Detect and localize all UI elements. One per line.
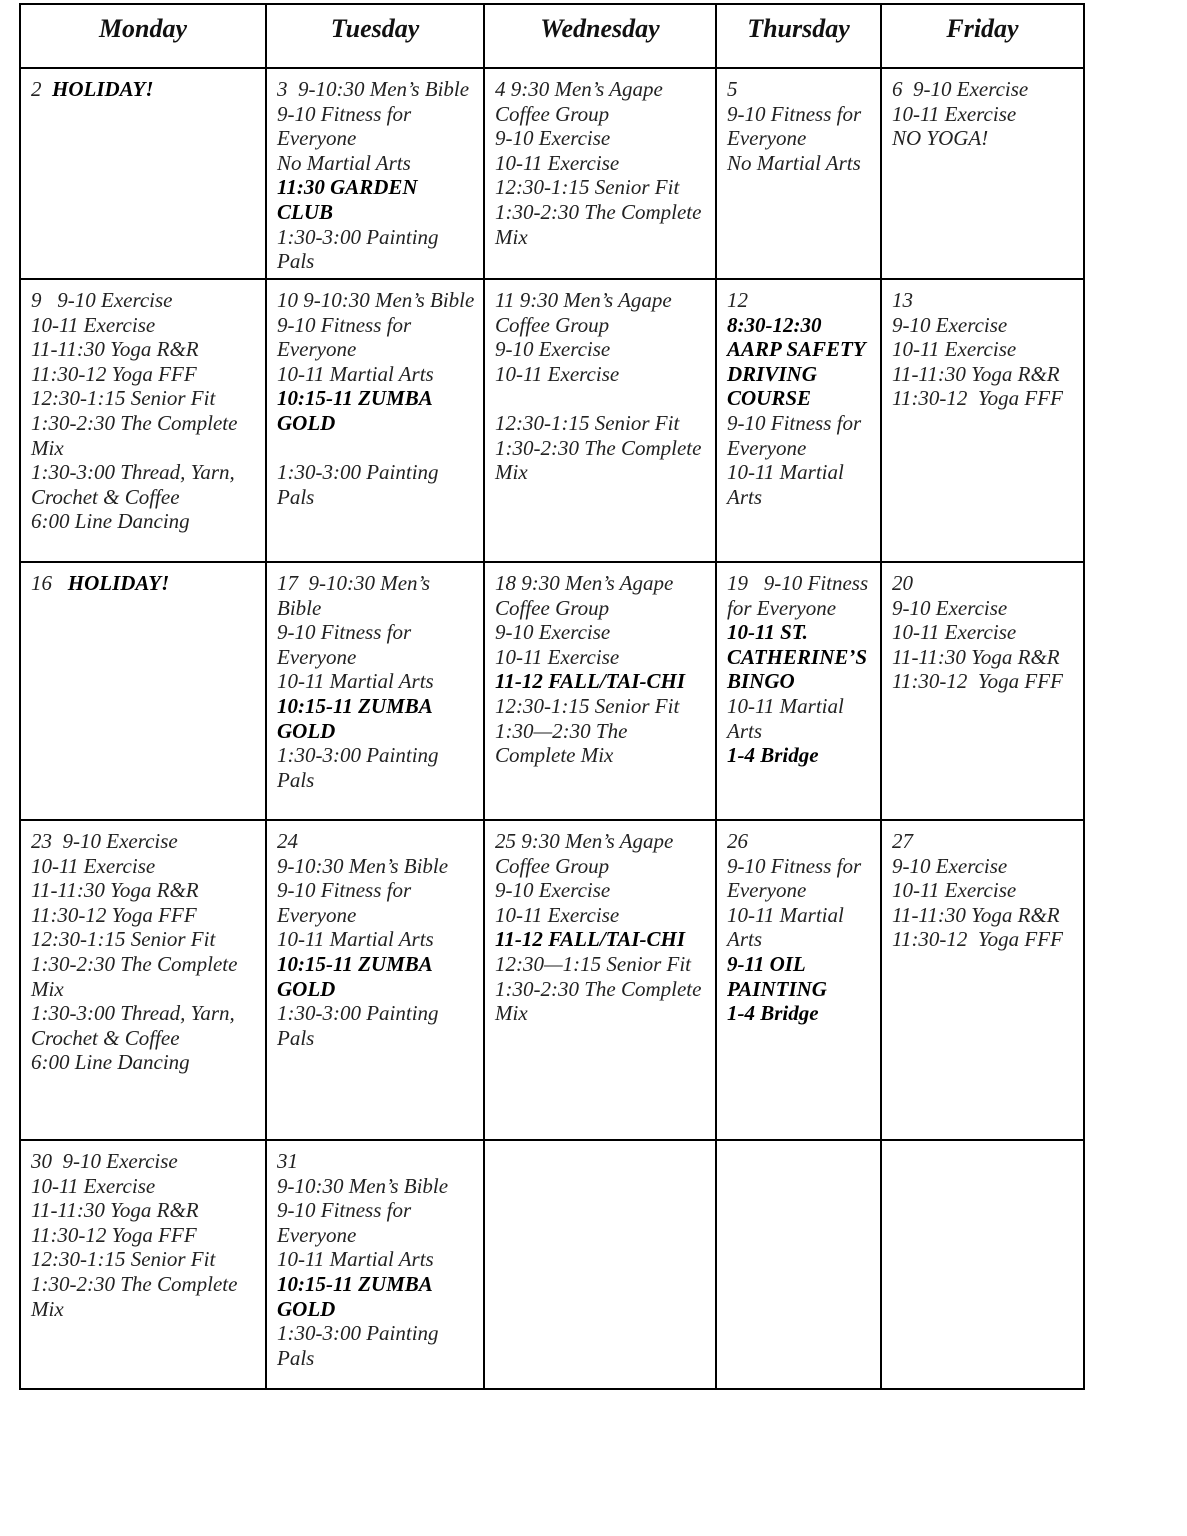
event-row bbox=[495, 669, 709, 694]
event-row bbox=[495, 645, 709, 670]
event-line: 11 9:30 Men’s Agape Coffee Group bbox=[495, 288, 677, 337]
event-row bbox=[892, 878, 1077, 903]
day-cell-monday bbox=[21, 69, 267, 280]
event-row bbox=[277, 571, 477, 620]
day-cell-tuesday bbox=[267, 280, 485, 563]
event-row bbox=[277, 1149, 477, 1174]
event-row bbox=[277, 1174, 477, 1199]
event-row bbox=[892, 362, 1077, 387]
event-line: 2 bbox=[31, 77, 52, 101]
event-row bbox=[31, 509, 259, 534]
event-row bbox=[727, 952, 874, 1001]
event-line: 1:30-3:00 Painting Pals bbox=[277, 224, 444, 274]
day-cell-friday bbox=[882, 280, 1083, 563]
event-line: 9-10 Exercise bbox=[892, 853, 1008, 878]
event-line: 12:30-1:15 Senior Fit bbox=[495, 410, 680, 435]
event-row bbox=[892, 927, 1077, 952]
event-line: 9-10:30 Men’s Bible bbox=[277, 853, 449, 878]
day-cell-monday bbox=[21, 1141, 267, 1388]
event-line: 16 bbox=[31, 571, 68, 595]
day-cell-wednesday bbox=[485, 1141, 717, 1388]
event-line bbox=[495, 386, 500, 410]
event-line: 1:30—2:30 The Complete Mix bbox=[495, 718, 633, 768]
event-row bbox=[31, 337, 259, 362]
day-cell-wednesday bbox=[485, 563, 717, 821]
header-tuesday: Tuesday bbox=[267, 5, 485, 69]
event-line: 9-10 Exercise bbox=[495, 878, 611, 903]
event-row bbox=[727, 854, 874, 903]
event-row bbox=[31, 1247, 259, 1272]
event-row bbox=[892, 102, 1077, 127]
event-line: 10-11 Exercise bbox=[495, 902, 620, 927]
event-line: 27 bbox=[892, 829, 913, 853]
event-row bbox=[892, 288, 1077, 313]
event-row bbox=[31, 571, 259, 596]
event-row bbox=[277, 620, 477, 669]
event-line: 1:30-3:00 Thread, Yarn, Crochet & Coffee bbox=[31, 1001, 241, 1050]
event-line: 10-11 Martial Arts bbox=[277, 669, 434, 694]
event-row bbox=[31, 1223, 259, 1248]
event-row bbox=[495, 977, 709, 1026]
event-line: 18 9:30 Men’s Agape Coffee Group bbox=[495, 571, 679, 620]
header-friday: Friday bbox=[882, 5, 1083, 69]
event-row bbox=[727, 1001, 874, 1026]
event-line: 9-10 Exercise bbox=[892, 595, 1008, 620]
event-row bbox=[31, 460, 259, 509]
event-row bbox=[31, 313, 259, 338]
event-line: 10-11 Exercise bbox=[495, 150, 620, 175]
event-row bbox=[495, 903, 709, 928]
event-row bbox=[495, 927, 709, 952]
event-row bbox=[495, 411, 709, 436]
event-line: 9-10 Exercise bbox=[495, 126, 611, 151]
event-row bbox=[277, 1272, 477, 1321]
event-row bbox=[495, 620, 709, 645]
event-row bbox=[495, 175, 709, 200]
event-row bbox=[277, 854, 477, 879]
event-line: 1:30-2:30 The Complete Mix bbox=[495, 199, 707, 249]
event-row bbox=[727, 151, 874, 176]
event-row bbox=[727, 620, 874, 694]
event-line: 11-11:30 Yoga R&R bbox=[892, 361, 1060, 386]
event-row bbox=[495, 952, 709, 977]
day-cell-thursday bbox=[717, 1141, 882, 1388]
event-line: 12 bbox=[727, 288, 748, 312]
day-cell-thursday bbox=[717, 280, 882, 563]
event-line: 30 9-10 Exercise bbox=[31, 1149, 178, 1173]
event-line: 9-10 Fitness for Everyone bbox=[727, 410, 867, 460]
event-highlight: HOLIDAY! bbox=[52, 77, 154, 101]
event-row bbox=[277, 175, 477, 224]
event-highlight: 10-11 ST. CATHERINE’S BINGO bbox=[727, 620, 873, 694]
event-highlight: 10:15-11 ZUMBA GOLD bbox=[277, 693, 437, 743]
event-row bbox=[31, 903, 259, 928]
event-line: 1:30-2:30 The Complete Mix bbox=[31, 1271, 243, 1321]
event-highlight: 1-4 Bridge bbox=[727, 1001, 819, 1026]
event-row bbox=[31, 362, 259, 387]
event-row bbox=[277, 878, 477, 927]
event-line: 9-10 Exercise bbox=[892, 312, 1008, 337]
event-line: 1:30-2:30 The Complete Mix bbox=[495, 435, 707, 485]
event-row bbox=[495, 151, 709, 176]
event-line: 11-11:30 Yoga R&R bbox=[892, 644, 1060, 669]
event-row bbox=[31, 1198, 259, 1223]
calendar-grid bbox=[19, 3, 1085, 1390]
event-row bbox=[277, 102, 477, 151]
event-row bbox=[31, 386, 259, 411]
event-row bbox=[277, 362, 477, 387]
event-line: 10-11 Martial Arts bbox=[277, 1247, 434, 1272]
event-line: 10-11 Exercise bbox=[892, 101, 1017, 126]
day-cell-tuesday bbox=[267, 563, 485, 821]
event-line: 24 bbox=[277, 829, 298, 853]
event-line: 26 bbox=[727, 829, 748, 853]
event-line: 9-10 Fitness for Everyone bbox=[727, 853, 867, 903]
event-row bbox=[495, 337, 709, 362]
event-row bbox=[31, 411, 259, 460]
event-row bbox=[892, 571, 1077, 596]
event-line: 1:30-3:00 Painting Pals bbox=[277, 743, 444, 792]
event-highlight: 10:15-11 ZUMBA GOLD bbox=[277, 951, 437, 1001]
event-line bbox=[277, 436, 282, 460]
event-row bbox=[495, 878, 709, 903]
event-row bbox=[892, 829, 1077, 854]
header-wednesday: Wednesday bbox=[485, 5, 717, 69]
event-line: 11:30-12 Yoga FFF bbox=[31, 361, 197, 386]
event-line: No Martial Arts bbox=[727, 150, 861, 175]
event-line: 12:30-1:15 Senior Fit bbox=[31, 1247, 216, 1272]
event-line: 11-11:30 Yoga R&R bbox=[31, 337, 199, 362]
event-row bbox=[892, 126, 1077, 151]
event-line: 10-11 Martial Arts bbox=[277, 927, 434, 952]
event-line: 9-10 Fitness for Everyone bbox=[277, 1198, 417, 1247]
event-line: 9-10 Fitness for Everyone bbox=[727, 101, 867, 151]
event-line: 6:00 Line Dancing bbox=[31, 1050, 190, 1075]
day-cell-wednesday bbox=[485, 280, 717, 563]
event-line: 12:30—1:15 Senior Fit bbox=[495, 951, 691, 976]
event-row bbox=[727, 903, 874, 952]
event-row bbox=[892, 620, 1077, 645]
event-line: 10-11 Exercise bbox=[495, 644, 620, 669]
event-row bbox=[892, 77, 1077, 102]
event-line: 9-10:30 Men’s Bible bbox=[277, 1173, 449, 1198]
day-cell-thursday bbox=[717, 69, 882, 280]
day-cell-tuesday bbox=[267, 69, 485, 280]
event-row bbox=[892, 337, 1077, 362]
event-line: 9-10 Fitness for Everyone bbox=[277, 312, 417, 362]
event-line: 25 9:30 Men’s Agape Coffee Group bbox=[495, 829, 679, 878]
event-row bbox=[31, 1272, 259, 1321]
header-thursday: Thursday bbox=[717, 5, 882, 69]
day-cell-thursday bbox=[717, 821, 882, 1141]
event-row bbox=[495, 571, 709, 620]
event-row bbox=[277, 669, 477, 694]
header-monday: Monday bbox=[21, 5, 267, 69]
event-line: 11:30-12 Yoga FFF bbox=[892, 927, 1063, 952]
event-highlight: 8:30-12:30 AARP SAFETY DRIVING COURSE bbox=[727, 312, 871, 411]
event-row bbox=[31, 878, 259, 903]
event-line: 11-11:30 Yoga R&R bbox=[31, 878, 199, 903]
event-row bbox=[31, 927, 259, 952]
event-row bbox=[495, 719, 709, 768]
event-line: 9-10 Fitness for Everyone bbox=[277, 620, 417, 669]
event-line: 10-11 Exercise bbox=[892, 878, 1017, 903]
event-row bbox=[495, 288, 709, 337]
event-row bbox=[892, 645, 1077, 670]
day-cell-wednesday bbox=[485, 821, 717, 1141]
event-line: 10-11 Martial Arts bbox=[277, 361, 434, 386]
event-line: 11-11:30 Yoga R&R bbox=[892, 902, 1060, 927]
event-row bbox=[277, 313, 477, 362]
event-row bbox=[277, 436, 477, 461]
event-row bbox=[495, 126, 709, 151]
event-row bbox=[727, 102, 874, 151]
event-row bbox=[892, 854, 1077, 879]
day-cell-thursday bbox=[717, 563, 882, 821]
event-row bbox=[277, 1321, 477, 1370]
event-row bbox=[277, 1198, 477, 1247]
day-cell-monday bbox=[21, 821, 267, 1141]
event-line: 12:30-1:15 Senior Fit bbox=[495, 693, 680, 718]
event-line: 10-11 Exercise bbox=[495, 361, 620, 386]
event-row bbox=[892, 386, 1077, 411]
event-line: 10-11 Martial Arts bbox=[727, 902, 849, 952]
event-line: 9 9-10 Exercise bbox=[31, 288, 173, 312]
event-row bbox=[495, 694, 709, 719]
event-row bbox=[277, 743, 477, 792]
event-line: 20 bbox=[892, 571, 913, 595]
event-row bbox=[495, 200, 709, 249]
event-line: 11:30-12 Yoga FFF bbox=[892, 386, 1063, 411]
event-row bbox=[31, 1050, 259, 1075]
event-row bbox=[31, 952, 259, 1001]
event-row bbox=[727, 77, 874, 102]
event-line: 10-11 Exercise bbox=[31, 312, 156, 337]
event-row bbox=[277, 151, 477, 176]
event-row bbox=[277, 952, 477, 1001]
event-line: 4 9:30 Men’s Agape Coffee Group bbox=[495, 77, 669, 126]
event-line: 10-11 Exercise bbox=[892, 337, 1017, 362]
event-row bbox=[31, 1149, 259, 1174]
event-line: 1:30-3:00 Painting Pals bbox=[277, 460, 444, 509]
event-line: 13 bbox=[892, 288, 913, 312]
event-line: 31 bbox=[277, 1149, 298, 1173]
event-line: 10-11 Exercise bbox=[892, 620, 1017, 645]
event-row bbox=[892, 596, 1077, 621]
day-cell-monday bbox=[21, 563, 267, 821]
event-row bbox=[495, 829, 709, 878]
event-line: 6 9-10 Exercise bbox=[892, 77, 1029, 101]
event-row bbox=[277, 225, 477, 274]
event-line: 1:30-2:30 The Complete Mix bbox=[31, 410, 243, 460]
event-row bbox=[277, 829, 477, 854]
event-highlight: 11-12 FALL/TAI-CHI bbox=[495, 669, 686, 694]
event-line: 11:30-12 Yoga FFF bbox=[31, 902, 197, 927]
event-highlight: HOLIDAY! bbox=[67, 571, 170, 595]
event-row bbox=[31, 829, 259, 854]
event-row bbox=[277, 694, 477, 743]
event-row bbox=[495, 362, 709, 387]
event-line: 11-11:30 Yoga R&R bbox=[31, 1198, 199, 1223]
event-row bbox=[727, 288, 874, 313]
event-row bbox=[892, 313, 1077, 338]
event-highlight: 10:15-11 ZUMBA GOLD bbox=[277, 1271, 437, 1321]
event-line: 11:30-12 Yoga FFF bbox=[892, 669, 1063, 694]
event-line: 23 9-10 Exercise bbox=[31, 829, 178, 853]
event-highlight: 10:15-11 ZUMBA GOLD bbox=[277, 386, 437, 435]
event-line: 10-11 Exercise bbox=[31, 853, 156, 878]
day-cell-tuesday bbox=[267, 1141, 485, 1388]
event-line: 6:00 Line Dancing bbox=[31, 509, 190, 534]
event-row bbox=[277, 77, 477, 102]
event-highlight: 11-12 FALL/TAI-CHI bbox=[495, 927, 686, 952]
event-line: 1:30-2:30 The Complete Mix bbox=[31, 951, 243, 1001]
day-cell-friday bbox=[882, 563, 1083, 821]
event-line: 11:30-12 Yoga FFF bbox=[31, 1222, 197, 1247]
event-line: 19 9-10 Fitness for Everyone bbox=[727, 571, 874, 620]
event-line: 5 bbox=[727, 77, 738, 101]
event-line: 9-10 Exercise bbox=[495, 337, 611, 362]
day-cell-friday bbox=[882, 69, 1083, 280]
event-row bbox=[31, 854, 259, 879]
event-line: 9-10 Fitness for Everyone bbox=[277, 101, 417, 151]
event-row bbox=[31, 77, 259, 102]
event-row bbox=[495, 77, 709, 126]
event-row bbox=[892, 669, 1077, 694]
event-row bbox=[277, 1247, 477, 1272]
event-row bbox=[727, 829, 874, 854]
event-line: 10-11 Exercise bbox=[31, 1173, 156, 1198]
event-row bbox=[31, 1001, 259, 1050]
event-line: 9-10 Fitness for Everyone bbox=[277, 878, 417, 927]
day-cell-tuesday bbox=[267, 821, 485, 1141]
event-row bbox=[277, 927, 477, 952]
event-row bbox=[31, 1174, 259, 1199]
event-line: 1:30-3:00 Thread, Yarn, Crochet & Coffee bbox=[31, 460, 241, 509]
event-row bbox=[727, 743, 874, 768]
event-row bbox=[727, 694, 874, 743]
event-line: 12:30-1:15 Senior Fit bbox=[495, 175, 680, 200]
day-cell-monday bbox=[21, 280, 267, 563]
event-line: No Martial Arts bbox=[277, 150, 411, 175]
day-cell-friday bbox=[882, 821, 1083, 1141]
event-highlight: 1-4 Bridge bbox=[727, 743, 819, 768]
event-row bbox=[277, 460, 477, 509]
event-row bbox=[727, 411, 874, 460]
event-row bbox=[277, 386, 477, 435]
event-row bbox=[727, 571, 874, 620]
event-row bbox=[727, 313, 874, 411]
event-line: 10-11 Martial Arts bbox=[727, 693, 849, 743]
event-line: 17 9-10:30 Men’s Bible bbox=[277, 571, 436, 620]
event-line: 10-11 Martial Arts bbox=[727, 460, 849, 509]
event-line: NO YOGA! bbox=[892, 126, 989, 151]
event-line: 1:30-3:00 Painting Pals bbox=[277, 1321, 444, 1370]
event-row bbox=[277, 1001, 477, 1050]
event-row bbox=[31, 288, 259, 313]
event-line: 3 9-10:30 Men’s Bible bbox=[277, 77, 470, 101]
event-line: 12:30-1:15 Senior Fit bbox=[31, 386, 216, 411]
event-highlight: 9-11 OIL PAINTING bbox=[727, 951, 827, 1001]
event-highlight: 11:30 GARDEN CLUB bbox=[277, 175, 423, 224]
event-line: 12:30-1:15 Senior Fit bbox=[31, 927, 216, 952]
event-line: 1:30-2:30 The Complete Mix bbox=[495, 976, 707, 1026]
event-row bbox=[277, 288, 477, 313]
event-row bbox=[727, 460, 874, 509]
event-line: 10 9-10:30 Men’s Bible bbox=[277, 288, 475, 312]
event-line: 9-10 Exercise bbox=[495, 620, 611, 645]
event-row bbox=[495, 386, 709, 411]
event-line: 1:30-3:00 Painting Pals bbox=[277, 1001, 444, 1050]
day-cell-wednesday bbox=[485, 69, 717, 280]
event-row bbox=[892, 903, 1077, 928]
event-row bbox=[495, 436, 709, 485]
day-cell-friday bbox=[882, 1141, 1083, 1388]
